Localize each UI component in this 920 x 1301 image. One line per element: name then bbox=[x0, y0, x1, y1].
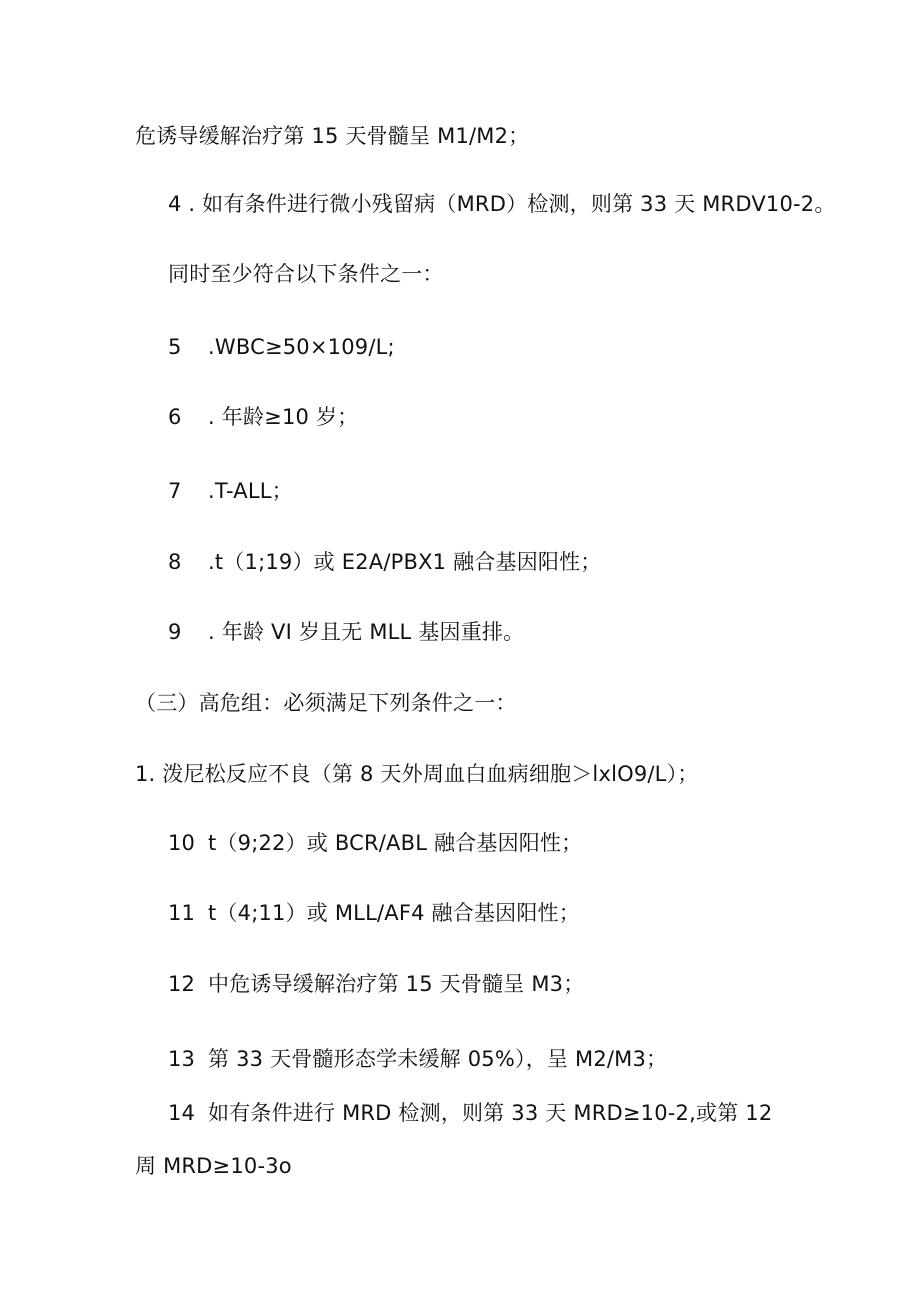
text-line: 危诱导缓解治疗第 15 天骨髓呈 M1/M2； bbox=[135, 124, 530, 148]
list-item bbox=[168, 548, 602, 576]
list-item bbox=[168, 477, 293, 505]
list-text: 中危诱导缓解治疗第 15 天骨髓呈 M3； bbox=[208, 972, 585, 996]
list-number: 10 bbox=[168, 831, 196, 855]
list-text: 如有条件进行 MRD 检测，则第 33 天 MRD≥10-2,或第 12 bbox=[208, 1101, 773, 1125]
list-number: 12 bbox=[168, 972, 196, 996]
text-line: 周 MRD≥10-3o bbox=[135, 1154, 292, 1178]
list-text: . 年龄≥10 岁； bbox=[208, 405, 359, 429]
list-item bbox=[168, 618, 524, 646]
text-line: 同时至少符合以下条件之一： bbox=[168, 262, 444, 286]
list-item bbox=[168, 1045, 667, 1073]
list-text: .t（1;19）或 E2A/PBX1 融合基因阳性； bbox=[208, 550, 602, 574]
list-number: 9 bbox=[168, 620, 182, 644]
list-number: 13 bbox=[168, 1047, 196, 1071]
list-item bbox=[168, 333, 395, 361]
list-number: 11 bbox=[168, 901, 196, 925]
list-number: 14 bbox=[168, 1101, 196, 1125]
list-number: 5 bbox=[168, 335, 182, 359]
section-heading: （三）高危组：必须满足下列条件之一： bbox=[135, 691, 517, 715]
list-item bbox=[168, 403, 358, 431]
list-item bbox=[168, 970, 584, 998]
list-text: .WBC≥50×109∕L; bbox=[208, 335, 395, 359]
text-line: 4 . 如有条件进行微小残留病（MRD）检测，则第 33 天 MRDV10-2。 bbox=[168, 192, 836, 216]
list-item bbox=[168, 899, 580, 927]
list-number: 7 bbox=[168, 479, 182, 503]
list-text: t（4;11）或 MLL/AF4 融合基因阳性； bbox=[208, 901, 580, 925]
list-number: 8 bbox=[168, 550, 182, 574]
list-text: 第 33 天骨髓形态学未缓解 05%），呈 M2/M3； bbox=[208, 1047, 668, 1071]
text-line: 1. 泼尼松反应不良（第 8 天外周血白血病细胞＞lxlO9∕L）； bbox=[135, 762, 699, 786]
list-number: 6 bbox=[168, 405, 182, 429]
list-text: . 年龄 VI 岁且无 MLL 基因重排。 bbox=[208, 620, 525, 644]
list-text: .T-ALL； bbox=[208, 479, 293, 503]
list-item bbox=[168, 829, 582, 857]
list-item bbox=[168, 1099, 772, 1127]
list-text: t（9;22）或 BCR/ABL 融合基因阳性； bbox=[208, 831, 583, 855]
